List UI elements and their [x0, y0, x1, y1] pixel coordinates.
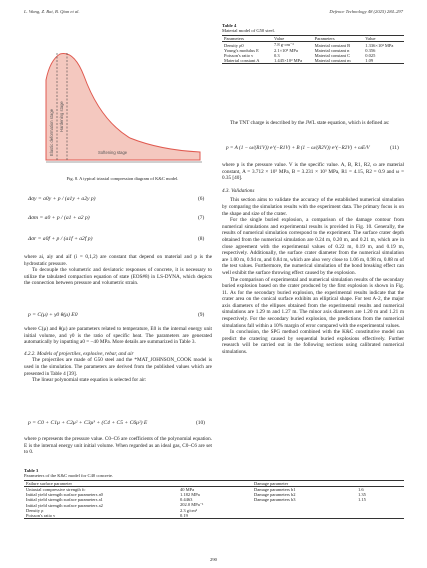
- table-cell: Damage parameters b3: [254, 497, 296, 502]
- table-cell: Poisson's ratio ν: [26, 513, 56, 518]
- left-column-block-1: [24, 254, 212, 287]
- table-cell: 0.4463: [180, 497, 193, 502]
- table-header: Parameters: [224, 36, 244, 41]
- paragraph: This section aims to validate the accuracy of the established numerical simulation by comparing the simulation results with the experiment data. The primary focus is on the shape and size of the crater.: [222, 197, 404, 217]
- figure-caption: Fig. 8. A typical triaxial compression diagram of K&C model.: [66, 176, 179, 181]
- paragraph: For the single buried explosion, a comparison of the damage contour from numerical simulations and experimental results is provided in Fig. 10. Generally, the results of numerical simulation correspond to the experiment. The surface crater depth obtained from the numerical simulation are 0.24 m, 0.20 m, and 0.21 m, which are in close agreement with the experimental values of 0.22 m, 0.19 m, and 0.19 m, respectively. Additionally, the surface crater diameter from the numerical simulation are 1.00 m, 0.94 m, and 0.84 m, which are also very close to 1.06 m, 0.98 m, 0.88 m of the test values. Furthermore, the numerical simulation of the bond breaking effect can well exhibit the surface throwing effect caused by the explosion.: [222, 217, 404, 276]
- paragraph: The comparison of experimental and numerical simulation results of the secondary buried explosion based on the crater produced by the first explosion is shown in Fig. 11. As for the secondary buried explosion, the experimental results indicate that the crater area on the conical surface exhibits an elliptical shape. For test A-2, the major axis diameters of the ellipses obtained from the experimental results and numerical simulations are 1.29 m and 1.27 m. The minor axis diameters are 1.20 m and 1.21 m respectively. For the secondary buried explosion, the predictions from the numerical simulations fall within a 10% margin of error compared with the experimental values.: [222, 276, 404, 329]
- stress-strain-diagram: [40, 20, 205, 170]
- paragraph: The linear polynomial state equation is selected for air:: [32, 377, 147, 384]
- table-cell: Initial yield strength surface parameters a0: [26, 492, 103, 497]
- equation-11-number: (11): [390, 145, 399, 151]
- page-number: 290: [210, 557, 217, 562]
- table-header: Value: [365, 36, 376, 41]
- table-cell: Initial yield strength surface parameters a2: [26, 502, 103, 508]
- table-3: [24, 468, 404, 519]
- hardening-stage-label: Hardening stage: [59, 101, 64, 132]
- table-cell: Material constant C: [314, 53, 351, 58]
- equation-8-number: (8): [198, 236, 205, 242]
- table-4-label: Table 4: [222, 23, 237, 28]
- equation-7-number: (7): [198, 215, 205, 221]
- paragraph: where p is the pressure value. V is the specific value. A, B, R1, R2, ω are material constant, A = 3.712 × 10⁵ MPa, B = 3.231 × 10³ MPa, R1 = 4.15, R2 = 0.9 and ω = 0.35 [40].: [222, 162, 404, 182]
- equation-10-number: (10): [196, 420, 205, 426]
- paragraph: where p represents the pressure value. C0–C6 are coefficients of the polynomial equation. E is the internal energy unit initial volume. When regarded as an ideal gas, C0–C6 are set to 0.: [24, 436, 212, 456]
- equation-9-number: (9): [198, 312, 205, 318]
- table-4: [222, 23, 404, 64]
- table-cell: 1.35: [358, 492, 366, 497]
- table-cell: 1.15: [358, 497, 366, 502]
- table-cell: Young's modulus E: [224, 48, 259, 53]
- table-cell: Damage parameters b2: [254, 492, 296, 497]
- table-cell: [356, 513, 404, 519]
- table-cell: Material constant A: [224, 58, 260, 63]
- table-cell: Material constant m: [314, 58, 351, 63]
- paragraph: To decouple the volumetric and deviatoric responses of concrete, it is necessary to utilize the tabulated compaction equation of state (EOS#8) in LS-DYNA, which depicts the connection between pressure and volumetric strain.: [24, 267, 212, 287]
- running-header-authors: L. Wang, Z. Bai, B. Qian et al.: [24, 9, 80, 14]
- table-3-title: Parameters of the K&C model for C40 concrete.: [24, 473, 114, 478]
- left-column-block-3: [24, 436, 212, 456]
- table-cell: 1.6: [358, 487, 364, 492]
- table-header: Value: [273, 36, 285, 41]
- table-cell: Density ρ0: [224, 42, 244, 48]
- table-cell: 1.445×10³ MPa: [273, 58, 303, 63]
- table-cell: 0.19: [180, 513, 188, 518]
- table-cell: Initial yield strength surface parameters a1: [26, 497, 103, 502]
- table-header: Damage parameter: [254, 481, 289, 486]
- table-cell: 2.3 g/cm³: [180, 508, 198, 513]
- equation-6: Δσy = a0y + p / (a1y + a2y p): [28, 196, 96, 202]
- table-cell: Material constant n: [314, 48, 350, 53]
- left-column-block-2: [24, 326, 212, 384]
- table-cell: [252, 513, 356, 519]
- elastic-stage-label: Elastic deformation stage: [49, 108, 54, 156]
- paragraph: The TNT charge is described by the JWL state equation, which is defined as:: [230, 120, 390, 126]
- table-cell: Material constant B: [314, 42, 351, 48]
- table-3-label: Table 3: [24, 468, 39, 473]
- table-cell: 0.3: [273, 53, 280, 58]
- section-heading: 4.3. Validations: [222, 187, 255, 194]
- table-cell: 2.1×10⁵ MPa: [273, 48, 298, 53]
- table-cell: 1.182 MPa: [180, 492, 200, 497]
- equation-7: Δσm = a0 + p / (a1 + a2 p): [28, 215, 90, 221]
- table-cell: 1.336×10³ MPa: [365, 42, 394, 48]
- equation-8: Δσr = a0f + p / (a1f + a2f p): [28, 236, 93, 242]
- table-cell: 202.0 MPa⁻¹: [180, 502, 204, 507]
- table-cell: 7.8 g·cm⁻³: [273, 42, 294, 47]
- table-cell: 0.025: [365, 53, 376, 58]
- paragraph: where ai, aiy and aif (i = 0,1,2) are constant that depend on material and p is the hydrostatic pressure.: [24, 254, 212, 267]
- table-cell: Density ρ: [26, 508, 44, 513]
- paragraph: where C(μ) and θ(μ) are parameters related to temperature, E0 is the internal energy unit initial volume, and γ0 is the ratio of specific heat. The parameters are generated automatically by inputting a0 = −40 MPa. More details are summarized in Table 3.: [24, 326, 212, 346]
- table-cell: 1.09: [365, 58, 374, 63]
- equation-9: p = C(μ) + γ0 θ(μ) E0: [28, 312, 78, 318]
- equation-6-number: (6): [198, 196, 205, 202]
- table-cell: Poisson's ratio ν: [224, 53, 254, 58]
- table-cell: Damage parameters b1: [254, 487, 296, 492]
- softening-stage-label: Softening stage: [98, 150, 128, 155]
- figure-8: [40, 20, 205, 185]
- table-header: Parameters: [314, 36, 335, 41]
- table-cell: 0.356: [365, 48, 376, 53]
- table-header: Failure surface parameter: [26, 481, 72, 486]
- table-4-title: Material model of G50 steel.: [222, 28, 275, 33]
- section-heading: 4.2.2. Models of projectiles, explosive, rebar, and air: [24, 350, 134, 357]
- paragraph: In conclusion, the SPG method combined with the K&C constitutive model can predict the cratering caused by sequential buried explosions effectively. Further research will be carried out in the following sections using calibrated numerical simulations.: [222, 329, 404, 356]
- running-header-journal: Defence Technology 48 (2025) 284–297: [329, 9, 403, 14]
- right-column-block-2: [222, 162, 404, 356]
- right-column-block-1: [222, 120, 404, 127]
- table-row: [222, 58, 404, 64]
- table-row: [24, 513, 404, 519]
- equation-10: p = C0 + C1μ + C2μ² + C3μ³ + (C4 + C5 + C6μ²) E: [28, 420, 148, 426]
- table-cell: Uniaxial compressive strength fc: [26, 487, 86, 492]
- table-4-grid: [222, 35, 404, 64]
- paragraph: The projectiles are made of G50 steel and the *MAT_JOHNSON_COOK model is used in the simulation. The parameters are derived from the published values which are presented in Table 4 [39].: [24, 357, 212, 377]
- equation-11: p = A (1 − ω/(R1V)) e^(−R1V) + B (1 − ω/(R2V)) e^(−R2V) + ωE/V: [226, 145, 370, 151]
- table-cell: 40 MPa: [180, 487, 195, 492]
- table-3-grid: [24, 480, 404, 519]
